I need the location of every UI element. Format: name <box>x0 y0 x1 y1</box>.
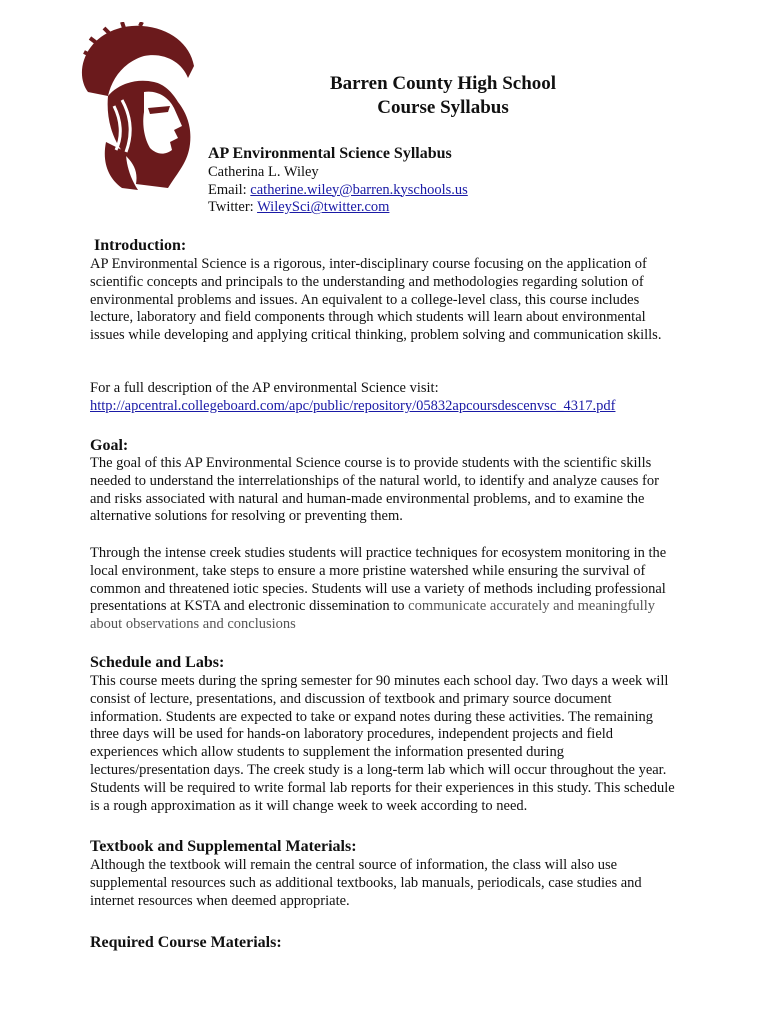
school-name: Barren County High School <box>329 73 557 94</box>
teacher-name: Catherina L. Wiley <box>208 164 319 180</box>
introduction-body: AP Environmental Science is a rigorous, inter-disciplinary course focusing on the application of scientific concepts and principals to the understanding and methodologies regarding solution of environmental problems and issues. An equivalent to a college-level class, this course includes lecture, laboratory and field components through which students will learn about environmental issues while developing and applying critical thinking, problem solving and communication skills. <box>90 256 662 344</box>
twitter-link[interactable]: WileySci@twitter.com <box>257 199 390 216</box>
required-materials-heading: Required Course Materials: <box>90 934 282 951</box>
goal-paragraph-2-grey: communicate accurately and meaningfully about observations and conclusions <box>90 598 655 633</box>
email-line <box>208 182 468 200</box>
course-info <box>206 144 468 217</box>
textbook-body: Although the textbook will remain the central source of information, the class will also use supplemental resources such as additional textbooks, lab manuals, periodicals, case studies and internet resources when deemed appropriate. <box>90 857 642 909</box>
twitter-label: Twitter: <box>208 199 258 216</box>
goal-paragraph-1: The goal of this AP Environmental Science course is to provide students with the scientific skills needed to understand the interrelationships of the natural world, to identify and analyze causes for and risks associated with natural and human-made environmental problems, and to examine the alternative solutions for resolving or preventing them. <box>90 455 659 525</box>
spartan-helmet-logo <box>78 22 202 192</box>
schedule-heading: Schedule and Labs: <box>90 654 225 671</box>
description-link[interactable]: http://apcentral.collegeboard.com/apc/public/repository/05832apcoursdescenvsc_4317.pdf <box>90 398 616 414</box>
course-title: AP Environmental Science Syllabus <box>208 145 452 162</box>
schedule-body: This course meets during the spring semester for 90 minutes each school day. Two days a week will consist of lecture, presentations, and discussion of textbook and primary source document information. Students are expected to take or expand notes during these activities. The remaining three days will be used for hands-on laboratory procedures, independent projects and field experiences which allow students to supplement the information presented during lectures/presentation days. The creek study is a long-term lab which will occur throughout the year. Students will be required to write formal lab reports for their experiences in this study. This schedule is a rough approximation as it will change week to week according to need. <box>90 673 675 814</box>
twitter-line <box>208 199 468 217</box>
email-link[interactable]: catherine.wiley@barren.kyschools.us <box>250 181 468 198</box>
introduction-heading: Introduction: <box>94 237 187 254</box>
goal-paragraph-2 <box>90 545 680 634</box>
goal-heading: Goal: <box>90 437 129 454</box>
textbook-heading: Textbook and Supplemental Materials: <box>90 838 357 855</box>
email-label: Email: <box>208 181 251 198</box>
description-intro: For a full description of the AP environmental Science visit: <box>90 380 439 396</box>
goal-paragraph-2-main: Through the intense creek studies students will practice techniques for ecosystem monitoring in the local environment, take steps to ensure a more pristine watershed while ensuring the survival of common and threatened iotic species. Students will use a variety of methods including professional presentations at KSTA and electronic dissemination to <box>90 545 667 615</box>
document-type: Course Syllabus <box>377 97 509 118</box>
description-link-line <box>90 398 680 416</box>
school-header <box>260 72 626 120</box>
